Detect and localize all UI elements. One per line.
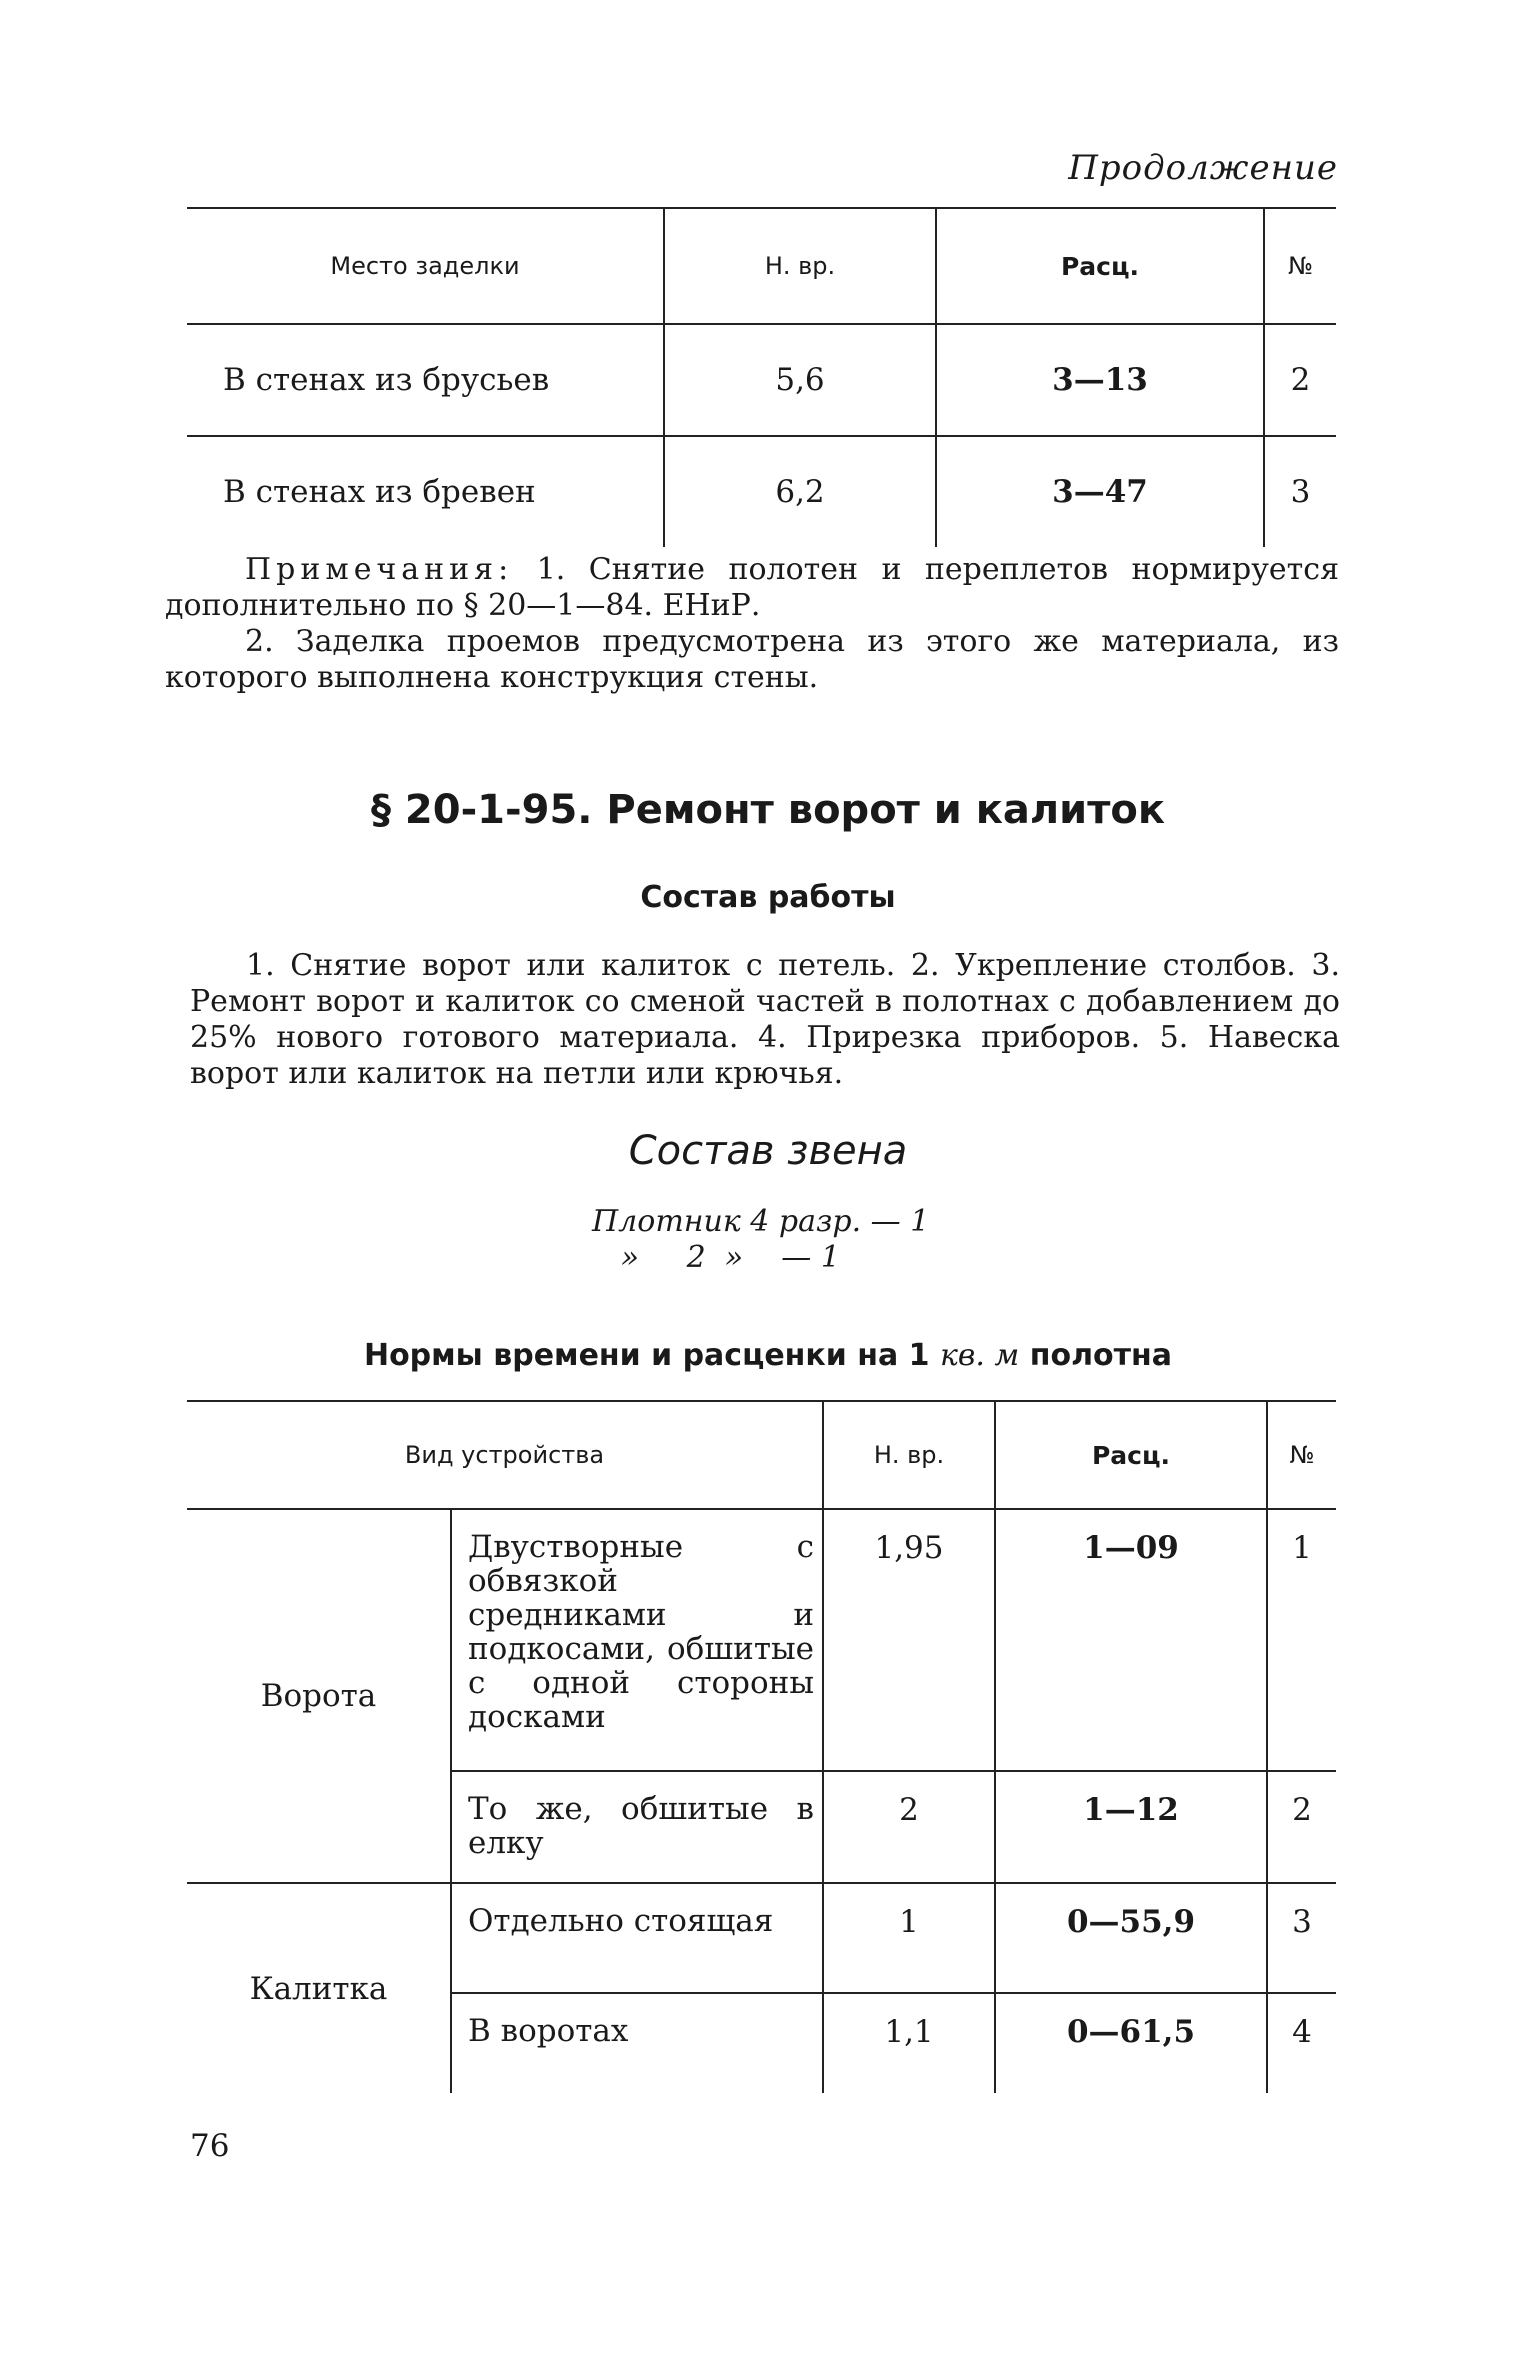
work-text: 1. Снятие ворот или калиток с петель. 2. Укрепление столбов. 3. Ремонт ворот и калиток со сменой частей в полотнах с добавлением до 25% нового готового материала. 4. Прирезка приборов. 5. Навеска ворот или калиток на петли или крючья.: [190, 948, 1340, 1091]
cell-place: В стенах из бревен: [223, 474, 536, 510]
cell-number: 2: [1267, 1771, 1336, 1883]
header-type: Вид устройства: [187, 1401, 823, 1509]
cell-number: 1: [1267, 1509, 1336, 1771]
cell-time: 1,1: [823, 1993, 995, 2093]
table-header-row: [187, 208, 1336, 324]
table-row: [187, 324, 1336, 436]
header-number: №: [1264, 208, 1336, 324]
cell-time: 2: [823, 1771, 995, 1883]
brigade-list: [592, 1204, 929, 1276]
table-row: [187, 1509, 1336, 1771]
cell-rate: 3—13: [936, 324, 1264, 436]
brigade-title: Состав звена: [628, 1128, 908, 1174]
continuation-label: Продолжение: [1068, 148, 1338, 188]
norms-title: [0, 1338, 1536, 1373]
table-row: [187, 1883, 1336, 1993]
group-gates: Ворота: [187, 1509, 451, 1883]
cell-number: 3: [1267, 1883, 1336, 1993]
cell-rate: 0—61,5: [995, 1993, 1267, 2093]
header-rate: Расц.: [995, 1401, 1267, 1509]
header-number: №: [1267, 1401, 1336, 1509]
note-1: 1. Снятие полотен и переплетов нормируется дополнительно по § 20—1—84. ЕНиР.: [165, 552, 1339, 623]
cell-rate: 1—09: [995, 1509, 1267, 1771]
notes-label: Примечания:: [245, 552, 514, 587]
note-2: 2. Заделка проемов предусмотрена из этого же материала, из которого выполнена конструкция стены.: [165, 624, 1339, 695]
table-gates-norms: [187, 1400, 1336, 2093]
notes: [165, 552, 1339, 696]
cell-time: 6,2: [664, 436, 936, 547]
cell-number: 2: [1264, 324, 1336, 436]
page-number: 76: [190, 2128, 230, 2164]
section-title: § 20-1-95. Ремонт ворот и калиток: [370, 787, 1166, 833]
cell-type: Двустворные с обвязкой средниками и подкосами, обшитые с одной стороны досками: [451, 1509, 823, 1771]
cell-rate: 3—47: [936, 436, 1264, 547]
cell-number: 3: [1264, 436, 1336, 547]
work-description: [190, 948, 1340, 1092]
group-wicket: Калитка: [249, 1970, 388, 2007]
header-time: Н. вр.: [664, 208, 936, 324]
cell-time: 1,95: [823, 1509, 995, 1771]
cell-time: 5,6: [664, 324, 936, 436]
work-title: Состав работы: [640, 880, 896, 915]
norms-title-post: полотна: [1029, 1338, 1173, 1373]
cell-rate: 0—55,9: [995, 1883, 1267, 1993]
norms-title-unit: кв. м: [939, 1338, 1020, 1373]
cell-type: То же, обшитые в елку: [451, 1771, 823, 1883]
brigade-line: Плотник 4 разр. — 1: [592, 1204, 930, 1239]
brigade-line: » 2 » — 1: [592, 1240, 840, 1275]
cell-type: В воротах: [451, 1993, 823, 2093]
norms-title-pre: Нормы времени и расценки на 1: [363, 1338, 930, 1373]
cell-place: В стенах из брусьев: [187, 324, 664, 436]
cell-time: 1: [823, 1883, 995, 1993]
cell-number: 4: [1267, 1993, 1336, 2093]
table-wall-fill: [187, 207, 1336, 547]
header-place: Место заделки: [187, 208, 664, 324]
header-time: Н. вр.: [823, 1401, 995, 1509]
table-header-row: [187, 1401, 1336, 1509]
header-rate: Расц.: [936, 208, 1264, 324]
cell-type: Отдельно стоящая: [451, 1883, 823, 1993]
cell-rate: 1—12: [995, 1771, 1267, 1883]
table-row: [187, 436, 1336, 547]
